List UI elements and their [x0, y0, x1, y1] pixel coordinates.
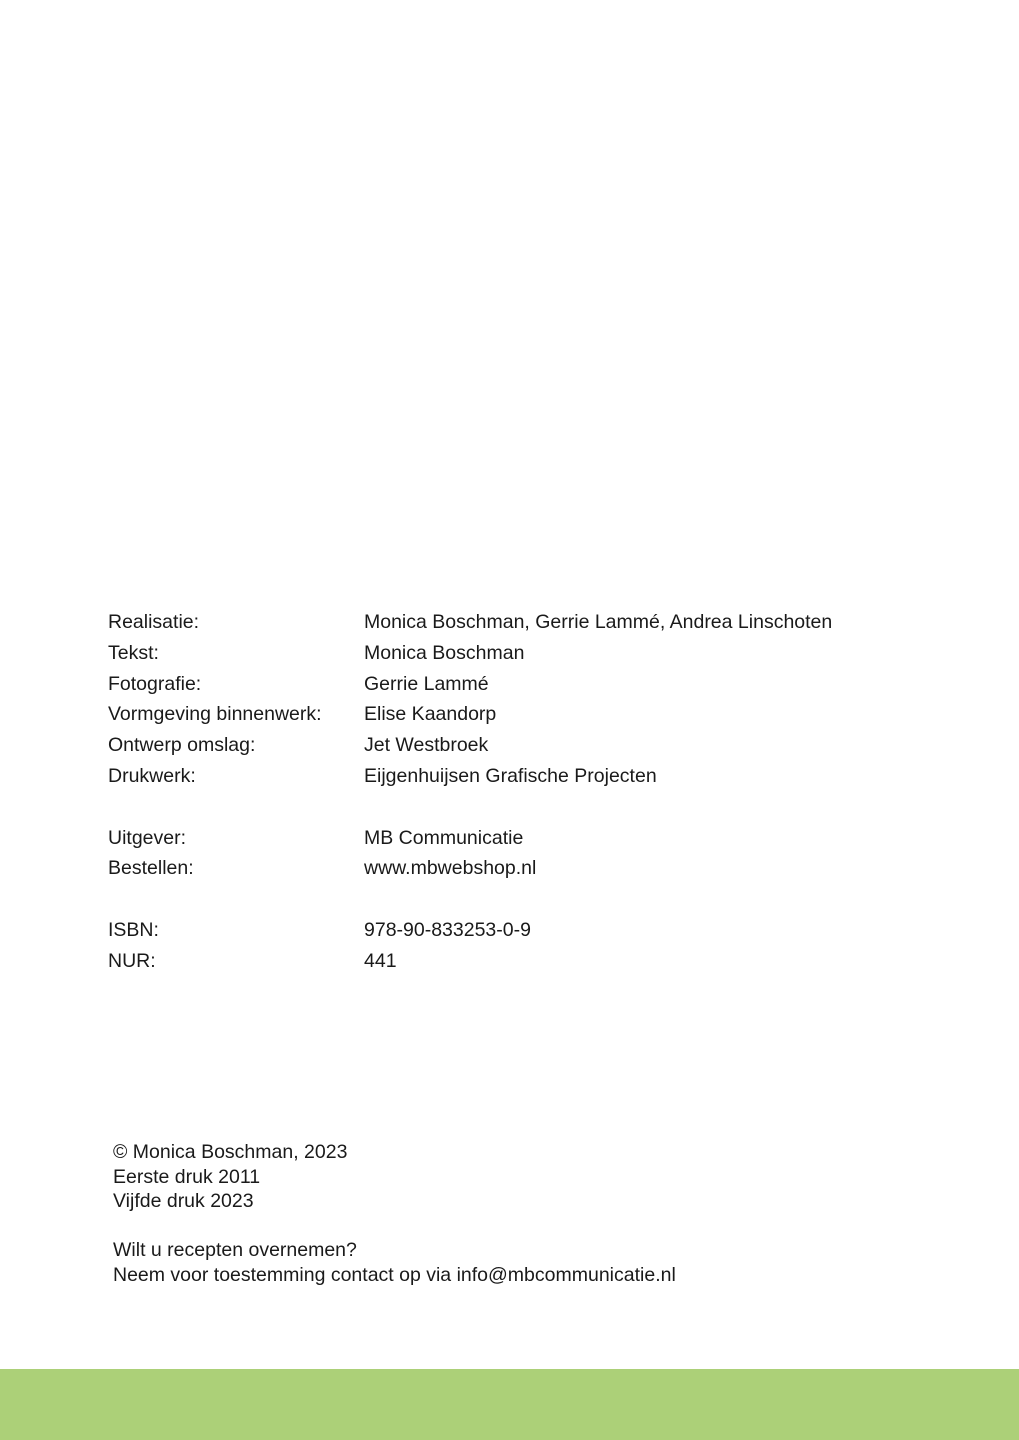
- credit-value: Monica Boschman, Gerrie Lammé, Andrea Linschoten: [364, 611, 833, 633]
- copyright-block: [113, 1140, 913, 1287]
- first-edition-line: Eerste druk 2011: [113, 1165, 261, 1188]
- credit-row-vormgeving: [108, 699, 928, 730]
- footer-color-band: [0, 1369, 1019, 1440]
- credit-label: Tekst:: [108, 641, 159, 664]
- credit-row-drukwerk: [108, 761, 928, 792]
- isbn-value: 978-90-833253-0-9: [364, 918, 531, 941]
- credit-row-ontwerp: [108, 730, 928, 761]
- publisher-value: MB Communicatie: [364, 826, 524, 849]
- webshop-link[interactable]: www.mbwebshop.nl: [364, 857, 537, 880]
- credit-value: Monica Boschman: [364, 641, 525, 664]
- publisher-label: Uitgever:: [108, 826, 187, 849]
- credit-row-tekst: [108, 638, 928, 669]
- identifier-label: ISBN:: [108, 918, 159, 941]
- credit-value: Eijgenhuijsen Grafische Projecten: [364, 764, 657, 787]
- block-spacer: [113, 1214, 913, 1239]
- credit-label: Realisatie:: [108, 611, 200, 633]
- credit-label: Drukwerk:: [108, 764, 196, 787]
- colophon-credits: [108, 607, 928, 977]
- permission-contact: Neem voor toestemming contact op via info@mbcommunicatie.nl: [113, 1263, 676, 1286]
- identifier-label: NUR:: [108, 949, 156, 972]
- section-gap: [108, 792, 928, 823]
- publisher-row-bestellen: [108, 853, 928, 884]
- credit-row-fotografie: [108, 669, 928, 700]
- permission-question: Wilt u recepten overnemen?: [113, 1239, 357, 1261]
- section-gap: [108, 884, 928, 915]
- credit-label: Fotografie:: [108, 672, 202, 695]
- copyright-line: © Monica Boschman, 2023: [113, 1141, 348, 1163]
- credit-value: Elise Kaandorp: [364, 703, 497, 726]
- credit-label: Ontwerp omslag:: [108, 734, 256, 757]
- identifier-row-isbn: [108, 915, 928, 946]
- credit-row-realisatie: [108, 607, 928, 638]
- publisher-row-uitgever: [108, 823, 928, 854]
- fifth-edition-line: Vijfde druk 2023: [113, 1190, 254, 1212]
- credit-value: Jet Westbroek: [364, 734, 489, 757]
- credit-value: Gerrie Lammé: [364, 672, 489, 695]
- publisher-label: Bestellen:: [108, 857, 194, 880]
- credit-label: Vormgeving binnenwerk:: [108, 703, 322, 726]
- nur-value: 441: [364, 949, 397, 972]
- identifier-row-nur: [108, 946, 928, 977]
